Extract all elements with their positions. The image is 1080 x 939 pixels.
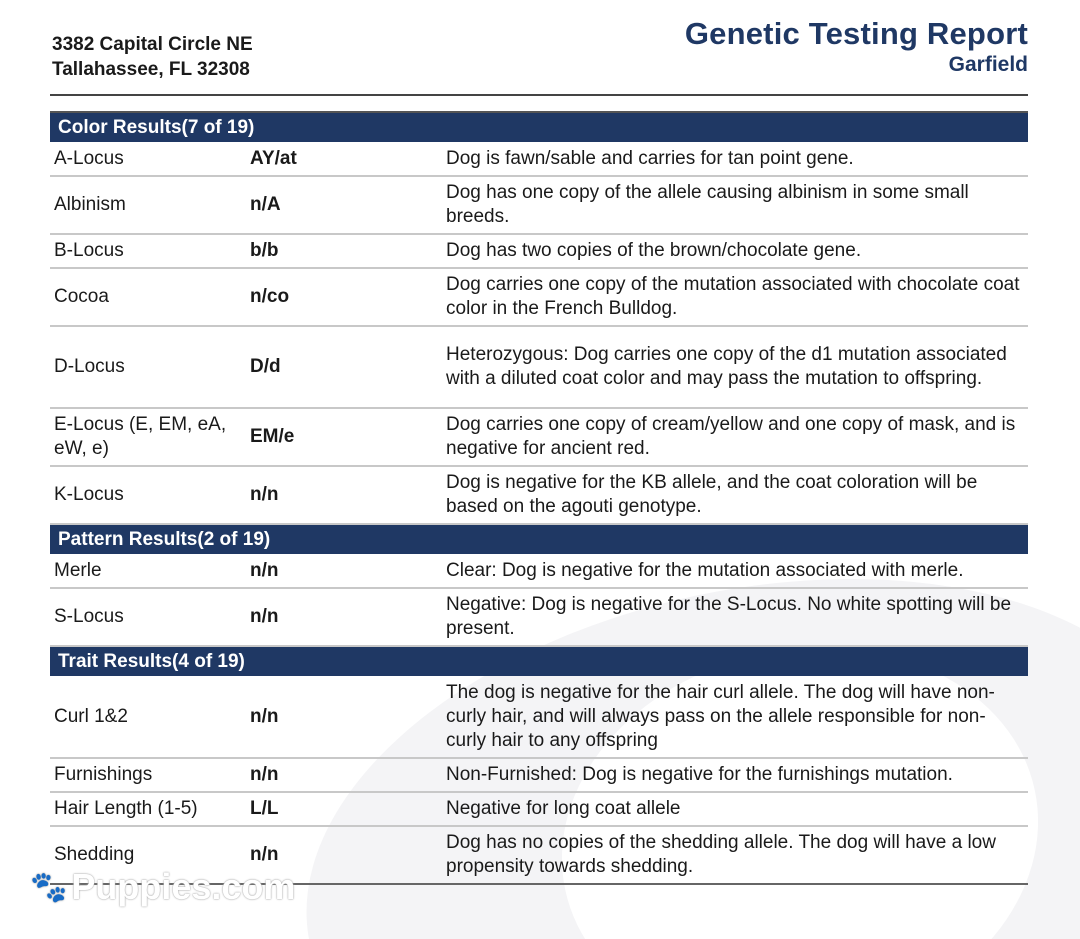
lab-address xyxy=(52,32,253,82)
dog-name: Garfield xyxy=(948,53,1028,76)
result-row xyxy=(50,408,1028,466)
result-row xyxy=(50,234,1028,268)
locus-name: Albinism xyxy=(50,176,246,234)
result-description: Dog has no copies of the shedding allele. The dog will have a low propensity towards shedding. xyxy=(442,826,1028,884)
result-description: Dog has one copy of the allele causing albinism in some small breeds. xyxy=(442,176,1028,234)
locus-name: S-Locus xyxy=(50,588,246,646)
locus-name: Cocoa xyxy=(50,268,246,326)
result-description: Dog has two copies of the brown/chocolate gene. xyxy=(442,234,1028,268)
result-description: Heterozygous: Dog carries one copy of the d1 mutation associated with a diluted coat color and may pass the mutation to offspring. xyxy=(442,326,1028,408)
result-row xyxy=(50,554,1028,588)
genotype: n/n xyxy=(246,676,442,758)
result-description: Negative: Dog is negative for the S-Locus. No white spotting will be present. xyxy=(442,588,1028,646)
paw-icon: 🐾 xyxy=(30,870,68,904)
section-title: Trait Results(4 of 19) xyxy=(50,646,1028,676)
result-description: Dog is fawn/sable and carries for tan point gene. xyxy=(442,142,1028,176)
locus-name: Merle xyxy=(50,554,246,588)
result-description: Dog is negative for the KB allele, and the coat coloration will be based on the agouti genotype. xyxy=(442,466,1028,524)
genotype: n/co xyxy=(246,268,442,326)
address-line-2: Tallahassee, FL 32308 xyxy=(52,59,250,80)
watermark-text: Puppies.com xyxy=(71,866,296,907)
result-row xyxy=(50,588,1028,646)
result-row xyxy=(50,326,1028,408)
results-table xyxy=(50,111,1028,885)
result-row xyxy=(50,176,1028,234)
genotype: AY/at xyxy=(246,142,442,176)
result-row xyxy=(50,758,1028,792)
report-header xyxy=(50,0,1028,94)
locus-name: Shedding xyxy=(50,826,246,884)
genotype: n/n xyxy=(246,466,442,524)
genotype: n/n xyxy=(246,758,442,792)
section-title: Color Results(7 of 19) xyxy=(50,112,1028,142)
locus-name: Hair Length (1-5) xyxy=(50,792,246,826)
result-description: Dog carries one copy of cream/yellow and one copy of mask, and is negative for ancient red. xyxy=(442,408,1028,466)
result-row xyxy=(50,142,1028,176)
genotype: n/n xyxy=(246,588,442,646)
report-title: Genetic Testing Report xyxy=(684,16,1028,51)
genotype: D/d xyxy=(246,326,442,408)
address-line-1: 3382 Capital Circle NE xyxy=(52,34,253,55)
result-description: Clear: Dog is negative for the mutation associated with merle. xyxy=(442,554,1028,588)
result-row xyxy=(50,676,1028,758)
genotype: n/A xyxy=(246,176,442,234)
section-title: Pattern Results(2 of 19) xyxy=(50,524,1028,554)
section-header xyxy=(50,524,1028,554)
result-description: Negative for long coat allele xyxy=(442,792,1028,826)
result-row xyxy=(50,466,1028,524)
result-row xyxy=(50,268,1028,326)
genotype: n/n xyxy=(246,554,442,588)
result-description: Dog carries one copy of the mutation associated with chocolate coat color in the French Bulldog. xyxy=(442,268,1028,326)
genotype: n/n xyxy=(246,826,442,884)
locus-name: K-Locus xyxy=(50,466,246,524)
report-title-block xyxy=(685,16,1028,78)
locus-name: E-Locus (E, EM, eA, eW, e) xyxy=(50,408,246,466)
result-row xyxy=(50,792,1028,826)
result-description: Non-Furnished: Dog is negative for the furnishings mutation. xyxy=(442,758,1028,792)
genotype: L/L xyxy=(246,792,442,826)
genotype: EM/e xyxy=(246,408,442,466)
genotype: b/b xyxy=(246,234,442,268)
section-header xyxy=(50,112,1028,142)
locus-name: B-Locus xyxy=(50,234,246,268)
locus-name: Furnishings xyxy=(50,758,246,792)
locus-name: D-Locus xyxy=(50,326,246,408)
section-header xyxy=(50,646,1028,676)
puppies-watermark-logo xyxy=(30,866,295,908)
locus-name: Curl 1&2 xyxy=(50,676,246,758)
result-description: The dog is negative for the hair curl allele. The dog will have non-curly hair, and will always pass on the allele responsible for non-curly hair to any offspring xyxy=(442,676,1028,758)
header-divider xyxy=(50,94,1028,96)
locus-name: A-Locus xyxy=(50,142,246,176)
